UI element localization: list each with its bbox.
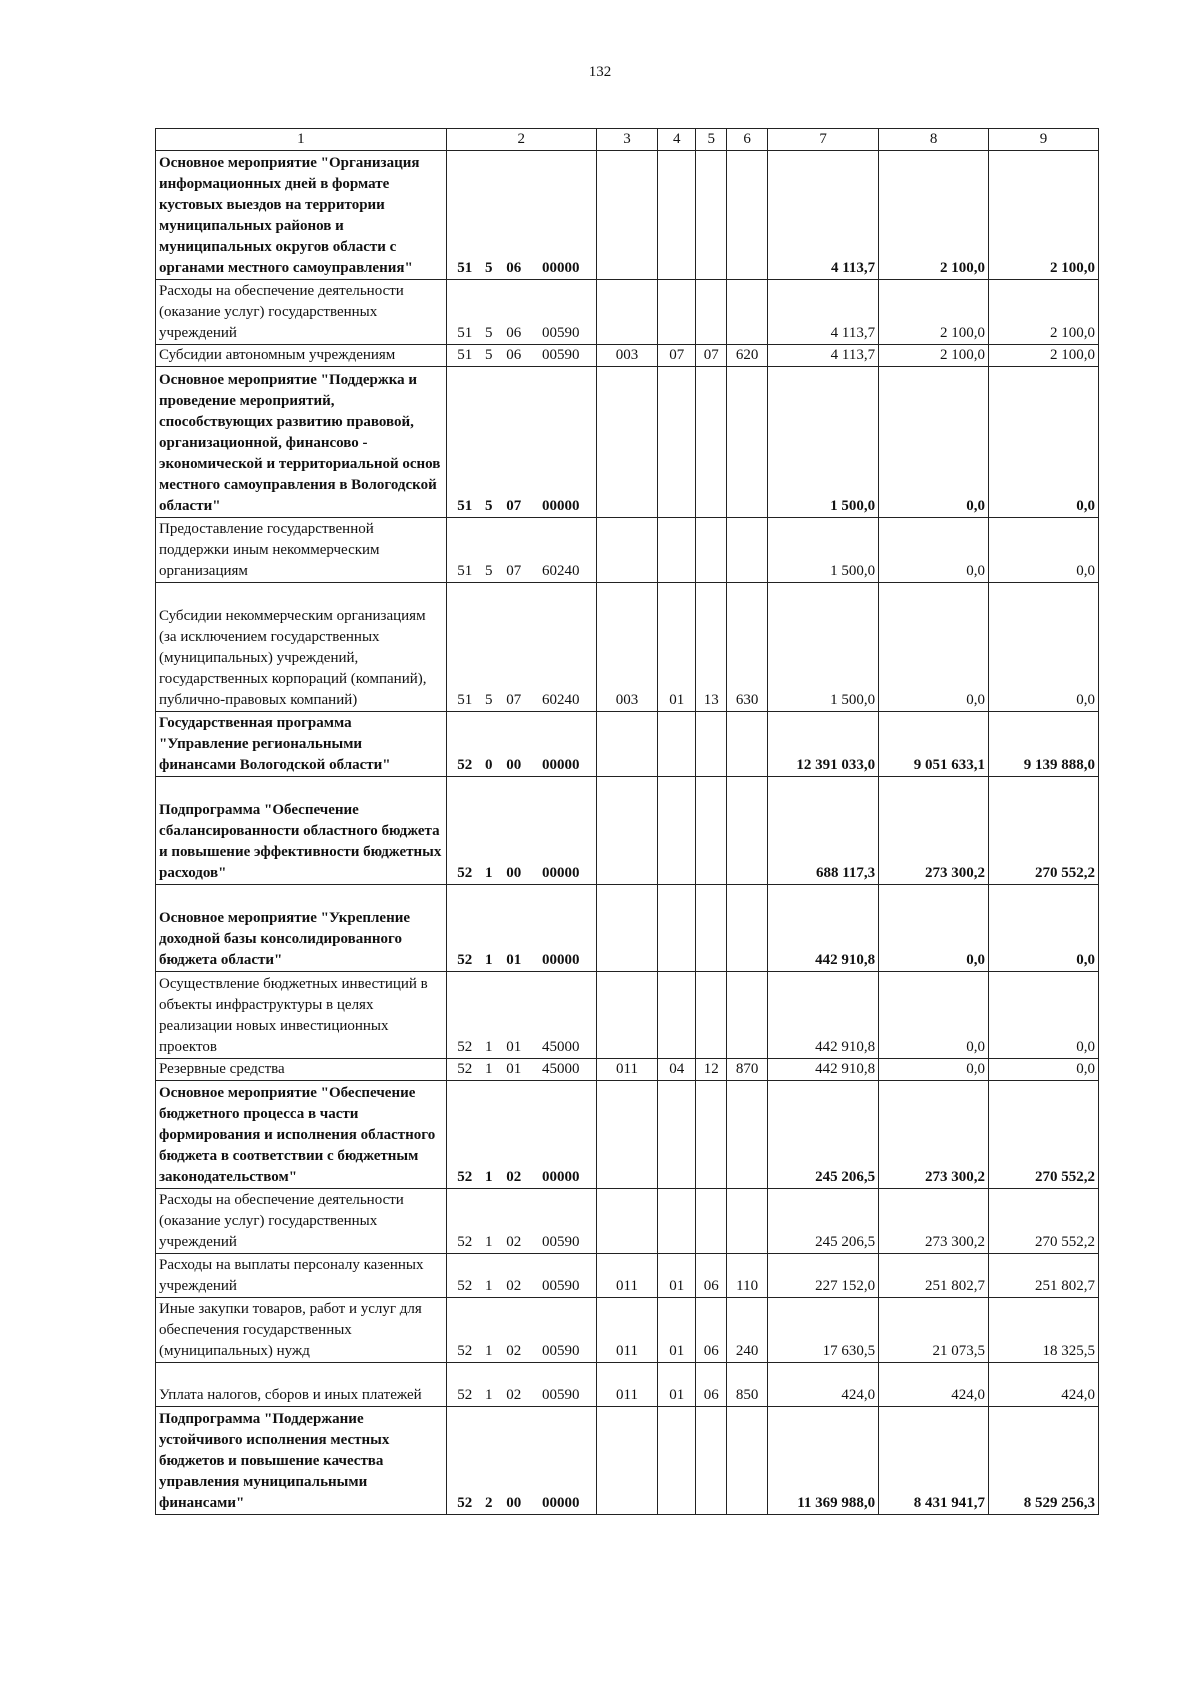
value-2024: 0,0	[879, 367, 989, 518]
code-part: 02	[506, 1278, 522, 1294]
value-2024: 2 100,0	[879, 151, 989, 280]
code-part: 07	[506, 563, 522, 579]
col-4-cell: 01	[658, 583, 696, 712]
code-part: 51	[457, 260, 473, 276]
value-2025: 424,0	[989, 1363, 1099, 1407]
budget-code	[446, 1189, 596, 1254]
col-5-cell	[696, 151, 727, 280]
col-5-cell	[696, 885, 727, 972]
col-3-cell: 011	[596, 1363, 658, 1407]
col-3-cell: 003	[596, 345, 658, 367]
value-2024: 2 100,0	[879, 345, 989, 367]
value-2023: 17 630,5	[768, 1298, 879, 1363]
row-name: Расходы на обеспечение деятельности (оказание услуг) государственных учреждений	[156, 1189, 447, 1254]
col-4-cell	[658, 151, 696, 280]
value-2025: 251 802,7	[989, 1254, 1099, 1298]
budget-table	[155, 128, 1099, 1515]
row-name: Основное мероприятие "Обеспечение бюджетного процесса в части формирования и исполнения областного бюджета в соответствии с бюджетным законодательством"	[156, 1081, 447, 1189]
col-4-cell: 01	[658, 1363, 696, 1407]
code-part: 5	[484, 260, 493, 276]
col-3-cell	[596, 712, 658, 777]
code-part: 45000	[541, 1039, 580, 1055]
value-2023: 4 113,7	[768, 151, 879, 280]
col-5-cell	[696, 280, 727, 345]
col-6-cell	[727, 885, 768, 972]
value-2023: 442 910,8	[768, 1059, 879, 1081]
col-4-cell	[658, 1407, 696, 1515]
code-part: 5	[484, 563, 493, 579]
header-cell: 5	[696, 129, 727, 151]
code-part: 52	[457, 1343, 473, 1359]
row-name: Предоставление государственной поддержки иным некоммерческим организациям	[156, 518, 447, 583]
col-4-cell	[658, 1189, 696, 1254]
value-2024: 0,0	[879, 885, 989, 972]
row-name: Расходы на выплаты персоналу казенных учреждений	[156, 1254, 447, 1298]
value-2024: 2 100,0	[879, 280, 989, 345]
budget-code	[446, 1298, 596, 1363]
code-part: 1	[484, 1343, 493, 1359]
value-2023: 1 500,0	[768, 518, 879, 583]
col-6-cell	[727, 1081, 768, 1189]
col-5-cell: 06	[696, 1298, 727, 1363]
col-4-cell	[658, 777, 696, 885]
budget-code	[446, 777, 596, 885]
col-3-cell	[596, 1189, 658, 1254]
col-3-cell	[596, 367, 658, 518]
code-part: 0	[484, 757, 493, 773]
col-5-cell	[696, 972, 727, 1059]
code-part: 00	[506, 1495, 522, 1511]
row-name: Основное мероприятие "Поддержка и проведение мероприятий, способствующих развитию правовой, организационной, финансово - экономической и территориальной основ местного самоуправления в Вологодской области"	[156, 367, 447, 518]
col-4-cell: 01	[658, 1254, 696, 1298]
header-cell: 1	[156, 129, 447, 151]
code-part: 07	[506, 692, 522, 708]
table-row	[156, 583, 1099, 712]
code-part: 02	[506, 1387, 522, 1403]
table-row	[156, 1363, 1099, 1407]
code-part: 51	[457, 563, 473, 579]
col-4-cell	[658, 280, 696, 345]
table-row	[156, 1298, 1099, 1363]
value-2024: 9 051 633,1	[879, 712, 989, 777]
value-2023: 4 113,7	[768, 345, 879, 367]
col-6-cell	[727, 1407, 768, 1515]
col-4-cell: 01	[658, 1298, 696, 1363]
value-2023: 442 910,8	[768, 972, 879, 1059]
budget-code	[446, 151, 596, 280]
budget-code	[446, 1407, 596, 1515]
col-6-cell: 850	[727, 1363, 768, 1407]
code-part: 5	[484, 325, 493, 341]
code-part: 01	[506, 1061, 522, 1077]
code-part: 60240	[541, 563, 580, 579]
page-number: 132	[588, 64, 612, 80]
col-4-cell: 04	[658, 1059, 696, 1081]
code-part: 00590	[541, 1343, 580, 1359]
budget-code	[446, 712, 596, 777]
code-part: 5	[484, 498, 493, 514]
code-part: 1	[484, 1169, 493, 1185]
col-3-cell	[596, 885, 658, 972]
col-4-cell	[658, 518, 696, 583]
col-6-cell: 870	[727, 1059, 768, 1081]
code-part: 00590	[541, 347, 580, 363]
table-row	[156, 518, 1099, 583]
col-6-cell: 630	[727, 583, 768, 712]
table-row	[156, 777, 1099, 885]
value-2025: 2 100,0	[989, 151, 1099, 280]
table-row	[156, 885, 1099, 972]
code-part: 52	[457, 1387, 473, 1403]
code-part: 06	[506, 347, 522, 363]
code-part: 00590	[541, 1234, 580, 1250]
value-2023: 424,0	[768, 1363, 879, 1407]
code-part: 1	[484, 1061, 493, 1077]
value-2024: 0,0	[879, 518, 989, 583]
budget-code	[446, 972, 596, 1059]
col-3-cell: 003	[596, 583, 658, 712]
code-part: 60240	[541, 692, 580, 708]
code-part: 1	[484, 1234, 493, 1250]
value-2024: 424,0	[879, 1363, 989, 1407]
row-name: Иные закупки товаров, работ и услуг для обеспечения государственных (муниципальных) нужд	[156, 1298, 447, 1363]
row-name: Уплата налогов, сборов и иных платежей	[156, 1363, 447, 1407]
col-5-cell	[696, 1407, 727, 1515]
row-name: Подпрограмма "Поддержание устойчивого исполнения местных бюджетов и повышение качества управления муниципальными финансами"	[156, 1407, 447, 1515]
code-part: 52	[457, 1234, 473, 1250]
value-2024: 0,0	[879, 972, 989, 1059]
table-row	[156, 972, 1099, 1059]
budget-code	[446, 280, 596, 345]
col-4-cell	[658, 712, 696, 777]
col-5-cell	[696, 367, 727, 518]
value-2025: 0,0	[989, 583, 1099, 712]
col-5-cell: 07	[696, 345, 727, 367]
table-row	[156, 151, 1099, 280]
col-5-cell: 06	[696, 1254, 727, 1298]
col-5-cell: 06	[696, 1363, 727, 1407]
col-6-cell: 110	[727, 1254, 768, 1298]
value-2023: 11 369 988,0	[768, 1407, 879, 1515]
col-6-cell	[727, 972, 768, 1059]
row-name: Осуществление бюджетных инвестиций в объекты инфраструктуры в целях реализации новых инвестиционных проектов	[156, 972, 447, 1059]
table-row	[156, 712, 1099, 777]
col-5-cell	[696, 1189, 727, 1254]
col-3-cell	[596, 1407, 658, 1515]
value-2024: 273 300,2	[879, 1081, 989, 1189]
value-2024: 0,0	[879, 583, 989, 712]
col-5-cell	[696, 712, 727, 777]
value-2024: 8 431 941,7	[879, 1407, 989, 1515]
value-2023: 227 152,0	[768, 1254, 879, 1298]
code-part: 1	[484, 1278, 493, 1294]
code-part: 07	[506, 498, 522, 514]
value-2025: 270 552,2	[989, 1081, 1099, 1189]
value-2024: 273 300,2	[879, 777, 989, 885]
value-2025: 18 325,5	[989, 1298, 1099, 1363]
code-part: 52	[457, 865, 473, 881]
code-part: 1	[484, 1387, 493, 1403]
table-row	[156, 1081, 1099, 1189]
row-name: Основное мероприятие "Организация информационных дней в формате кустовых выездов на территории муниципальных районов и муниципальных округов области с органами местного самоуправления"	[156, 151, 447, 280]
code-part: 00000	[541, 865, 580, 881]
col-6-cell: 240	[727, 1298, 768, 1363]
value-2025: 0,0	[989, 1059, 1099, 1081]
code-part: 00000	[541, 1169, 580, 1185]
code-part: 00	[506, 865, 522, 881]
value-2025: 2 100,0	[989, 345, 1099, 367]
table-row	[156, 1254, 1099, 1298]
header-cell: 8	[879, 129, 989, 151]
col-3-cell	[596, 280, 658, 345]
value-2024: 273 300,2	[879, 1189, 989, 1254]
budget-code	[446, 1081, 596, 1189]
code-part: 06	[506, 260, 522, 276]
code-part: 52	[457, 1061, 473, 1077]
col-3-cell: 011	[596, 1059, 658, 1081]
code-part: 45000	[541, 1061, 580, 1077]
col-4-cell	[658, 885, 696, 972]
col-5-cell	[696, 518, 727, 583]
code-part: 01	[506, 952, 522, 968]
header-cell: 6	[727, 129, 768, 151]
code-part: 00000	[541, 260, 580, 276]
code-part: 02	[506, 1343, 522, 1359]
col-6-cell	[727, 1189, 768, 1254]
col-3-cell	[596, 777, 658, 885]
row-name: Резервные средства	[156, 1059, 447, 1081]
value-2023: 688 117,3	[768, 777, 879, 885]
col-4-cell: 07	[658, 345, 696, 367]
code-part: 51	[457, 692, 473, 708]
row-name: Государственная программа "Управление региональными финансами Вологодской области"	[156, 712, 447, 777]
code-part: 00590	[541, 1278, 580, 1294]
col-6-cell	[727, 712, 768, 777]
header-cell: 9	[989, 129, 1099, 151]
col-6-cell	[727, 280, 768, 345]
code-part: 00590	[541, 1387, 580, 1403]
header-cell: 4	[658, 129, 696, 151]
value-2024: 0,0	[879, 1059, 989, 1081]
budget-code	[446, 1363, 596, 1407]
value-2023: 4 113,7	[768, 280, 879, 345]
value-2023: 1 500,0	[768, 367, 879, 518]
col-3-cell	[596, 1081, 658, 1189]
col-3-cell	[596, 972, 658, 1059]
code-part: 1	[484, 865, 493, 881]
value-2025: 270 552,2	[989, 1189, 1099, 1254]
table-row	[156, 1059, 1099, 1081]
code-part: 52	[457, 1278, 473, 1294]
code-part: 00000	[541, 952, 580, 968]
col-6-cell	[727, 518, 768, 583]
code-part: 52	[457, 1039, 473, 1055]
value-2025: 8 529 256,3	[989, 1407, 1099, 1515]
header-cell: 2	[446, 129, 596, 151]
col-3-cell	[596, 518, 658, 583]
budget-code	[446, 367, 596, 518]
code-part: 2	[484, 1495, 493, 1511]
header-cell: 7	[768, 129, 879, 151]
value-2023: 245 206,5	[768, 1189, 879, 1254]
code-part: 51	[457, 347, 473, 363]
code-part: 00000	[541, 1495, 580, 1511]
row-name: Подпрограмма "Обеспечение сбалансированности областного бюджета и повышение эффективности бюджетных расходов"	[156, 777, 447, 885]
table-row	[156, 345, 1099, 367]
value-2025: 0,0	[989, 972, 1099, 1059]
table-row	[156, 1189, 1099, 1254]
value-2025: 9 139 888,0	[989, 712, 1099, 777]
row-name: Основное мероприятие "Укрепление доходной базы консолидированного бюджета области"	[156, 885, 447, 972]
value-2024: 251 802,7	[879, 1254, 989, 1298]
col-5-cell	[696, 777, 727, 885]
value-2025: 0,0	[989, 885, 1099, 972]
header-cell: 3	[596, 129, 658, 151]
table-row	[156, 367, 1099, 518]
budget-code	[446, 885, 596, 972]
col-6-cell	[727, 151, 768, 280]
budget-code	[446, 518, 596, 583]
col-5-cell	[696, 1081, 727, 1189]
table-row	[156, 280, 1099, 345]
budget-code	[446, 345, 596, 367]
budget-code	[446, 1059, 596, 1081]
col-6-cell	[727, 367, 768, 518]
value-2023: 1 500,0	[768, 583, 879, 712]
code-part: 52	[457, 757, 473, 773]
code-part: 52	[457, 1169, 473, 1185]
col-3-cell: 011	[596, 1254, 658, 1298]
value-2023: 245 206,5	[768, 1081, 879, 1189]
code-part: 51	[457, 498, 473, 514]
code-part: 5	[484, 692, 493, 708]
value-2025: 270 552,2	[989, 777, 1099, 885]
value-2025: 0,0	[989, 518, 1099, 583]
code-part: 51	[457, 325, 473, 341]
code-part: 00590	[541, 325, 580, 341]
header-row	[156, 129, 1099, 151]
code-part: 1	[484, 1039, 493, 1055]
code-part: 00000	[541, 498, 580, 514]
code-part: 00	[506, 757, 522, 773]
col-6-cell	[727, 777, 768, 885]
code-part: 52	[457, 1495, 473, 1511]
col-6-cell: 620	[727, 345, 768, 367]
value-2023: 442 910,8	[768, 885, 879, 972]
col-4-cell	[658, 1081, 696, 1189]
value-2025: 2 100,0	[989, 280, 1099, 345]
value-2024: 21 073,5	[879, 1298, 989, 1363]
value-2023: 12 391 033,0	[768, 712, 879, 777]
col-5-cell: 13	[696, 583, 727, 712]
code-part: 02	[506, 1169, 522, 1185]
code-part: 52	[457, 952, 473, 968]
code-part: 00000	[541, 757, 580, 773]
row-name: Расходы на обеспечение деятельности (оказание услуг) государственных учреждений	[156, 280, 447, 345]
row-name: Субсидии автономным учреждениям	[156, 345, 447, 367]
row-name: Субсидии некоммерческим организациям (за исключением государственных (муниципальных) учреждений, государственных корпораций (компаний), публично-правовых компаний)	[156, 583, 447, 712]
budget-code	[446, 583, 596, 712]
code-part: 01	[506, 1039, 522, 1055]
code-part: 02	[506, 1234, 522, 1250]
value-2025: 0,0	[989, 367, 1099, 518]
code-part: 06	[506, 325, 522, 341]
code-part: 1	[484, 952, 493, 968]
code-part: 5	[484, 347, 493, 363]
col-3-cell	[596, 151, 658, 280]
col-4-cell	[658, 367, 696, 518]
budget-code	[446, 1254, 596, 1298]
table-row	[156, 1407, 1099, 1515]
col-4-cell	[658, 972, 696, 1059]
col-5-cell: 12	[696, 1059, 727, 1081]
col-3-cell: 011	[596, 1298, 658, 1363]
